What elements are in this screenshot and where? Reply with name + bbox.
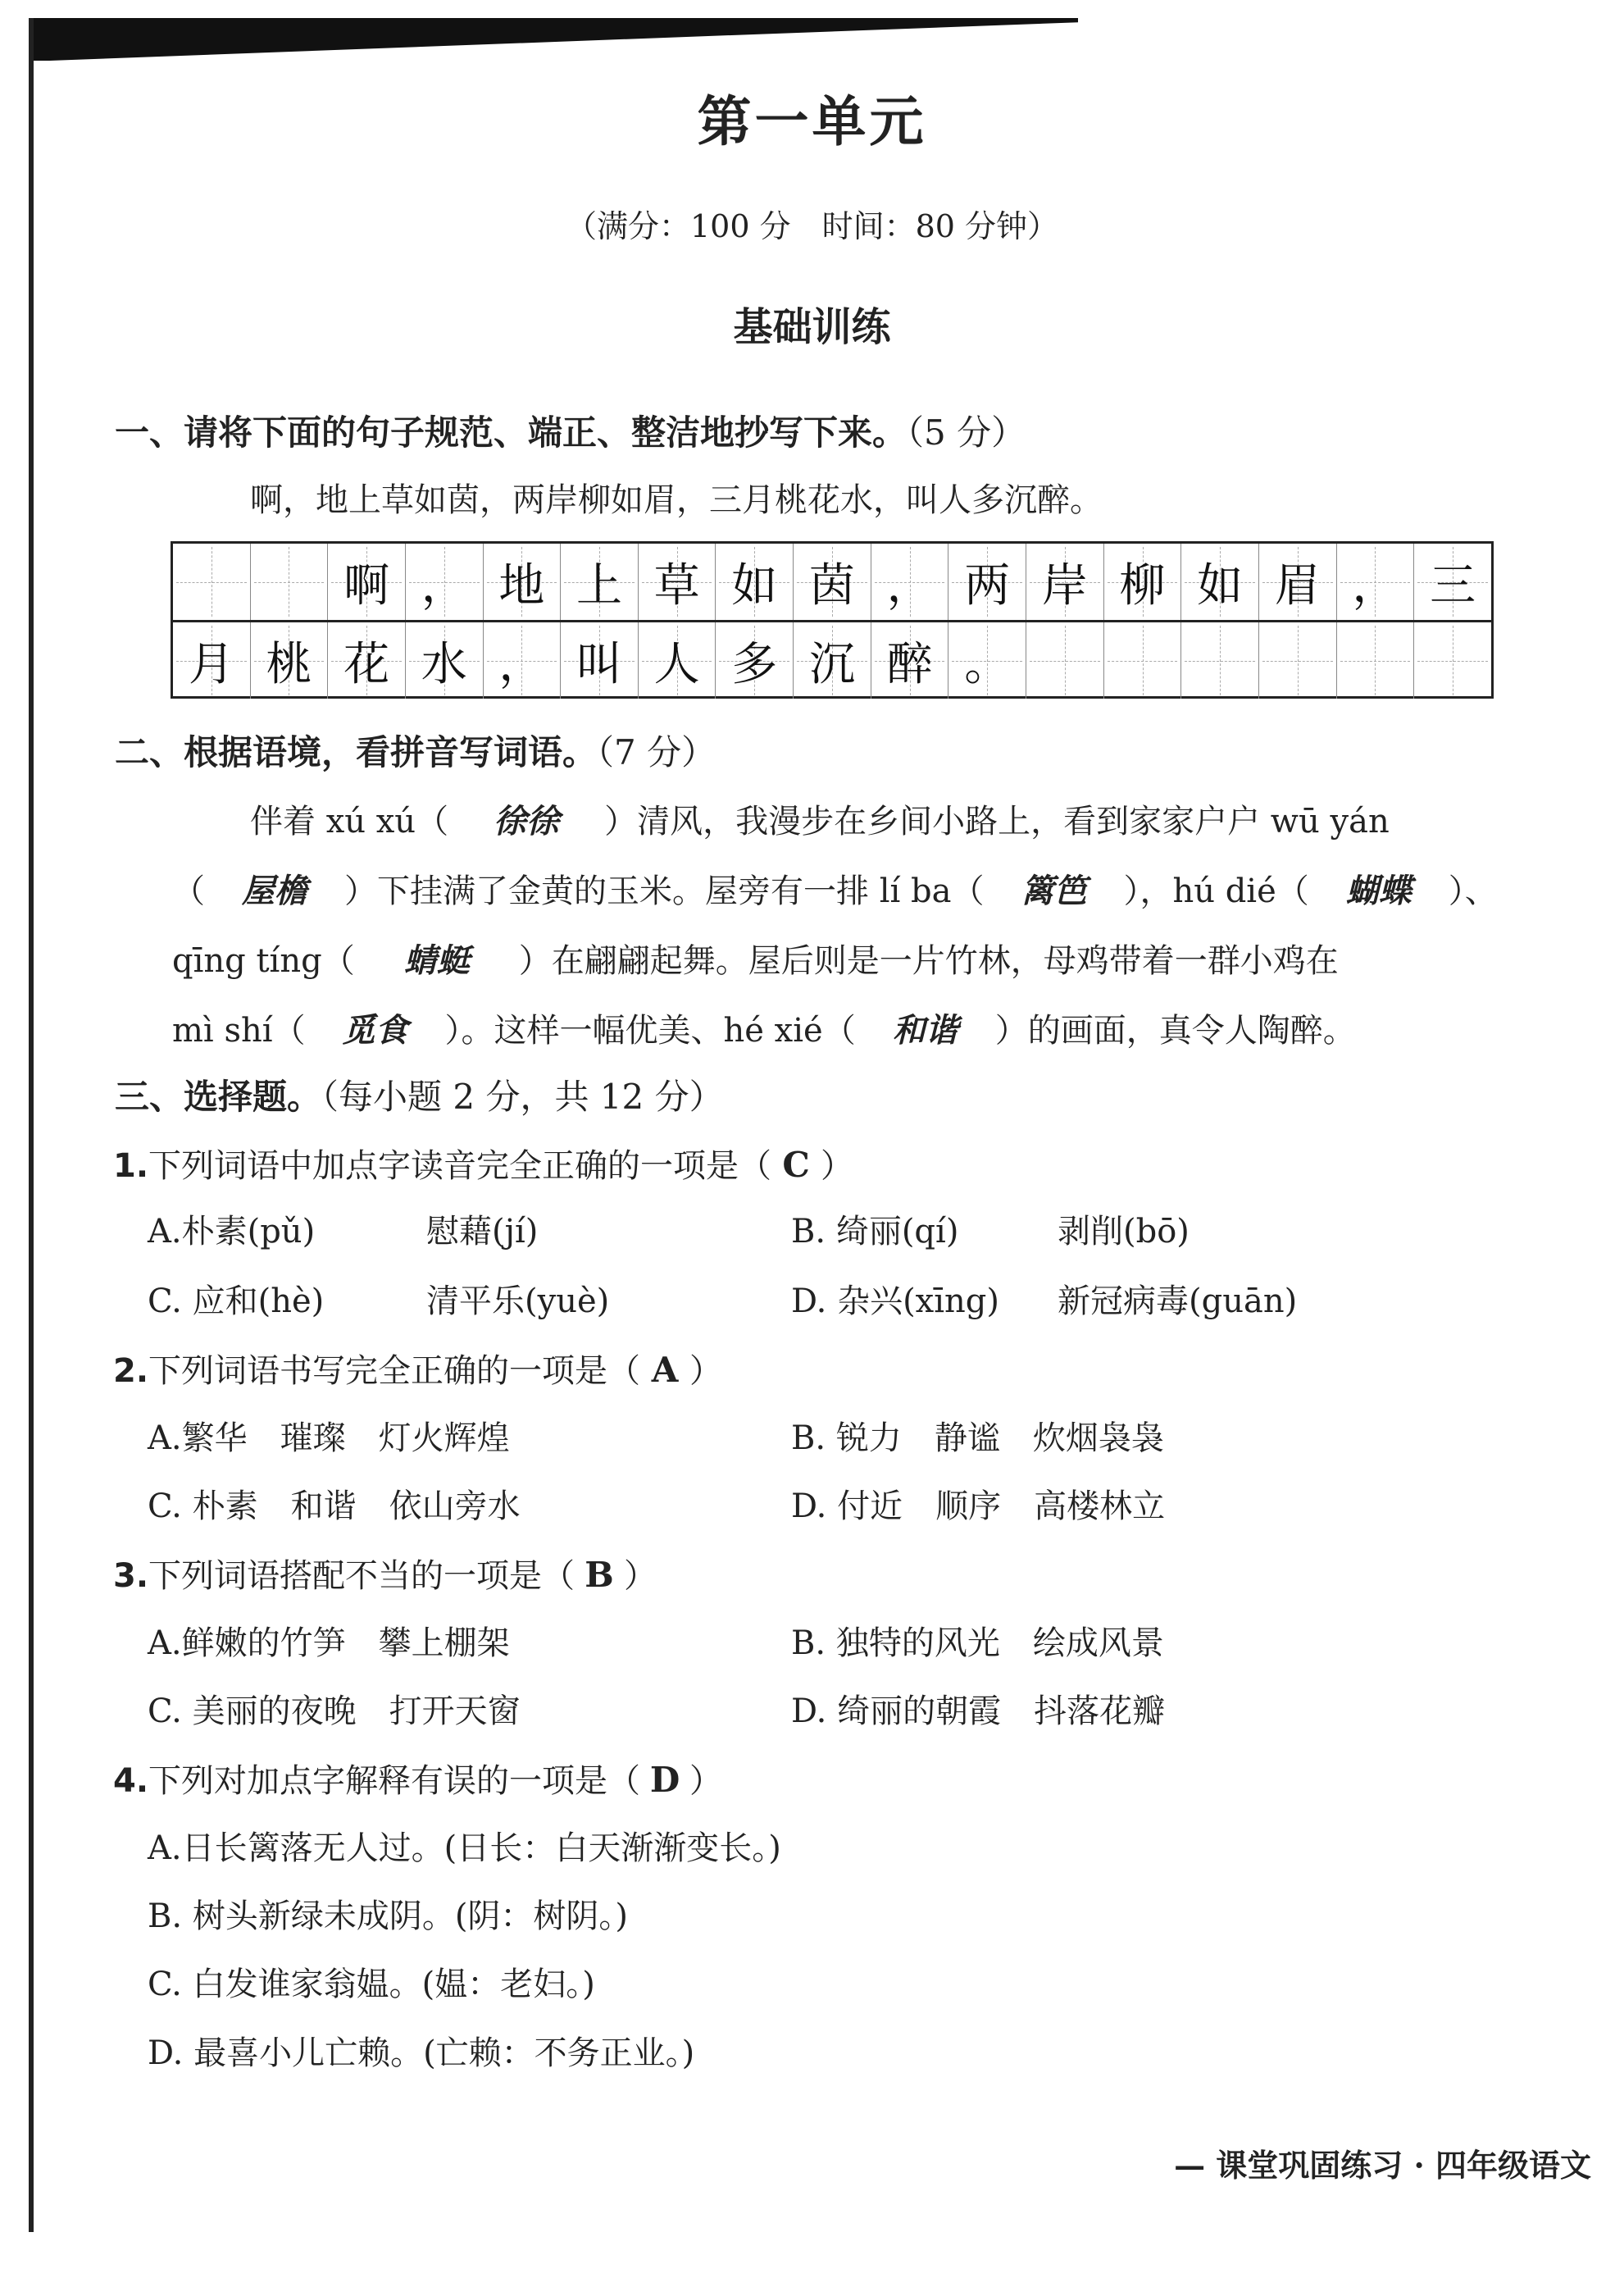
- grid-cell[interactable]: [173, 544, 251, 620]
- grid-char: 眉: [1274, 558, 1321, 613]
- q2-text: ）下挂满了金黄的玉米。屋旁有一排 lí ba（: [344, 872, 985, 910]
- grid-char: ，: [886, 558, 933, 613]
- q3-option-d[interactable]: D. 绮丽的朝霞 抖落花瓣: [791, 1692, 1166, 1730]
- q2-line-1: [250, 795, 1390, 842]
- q2-text: ）。这样一幅优美、hé xié（: [444, 1012, 856, 1050]
- grid-char: ，: [1352, 558, 1399, 613]
- mc-question-1: [113, 1140, 853, 1187]
- grid-cell[interactable]: [1181, 622, 1259, 699]
- option-text: B. 绮丽(qí): [791, 1213, 959, 1250]
- answer-qingting[interactable]: 蜻蜓: [403, 941, 470, 980]
- grid-cell[interactable]: [871, 544, 949, 620]
- q-answer[interactable]: A: [651, 1350, 679, 1390]
- q-close: ）: [821, 1147, 854, 1185]
- option-text: A.朴素(pǔ): [148, 1213, 316, 1250]
- q1-sentence: 啊，地上草如茵，两岸柳如眉，三月桃花水，叫人多沉醉。: [250, 481, 1103, 519]
- grid-cell[interactable]: [328, 622, 406, 699]
- q1-heading: [115, 406, 1026, 455]
- grid-cell[interactable]: [1259, 622, 1337, 699]
- q-answer[interactable]: B: [585, 1555, 614, 1595]
- grid-cell[interactable]: [484, 622, 562, 699]
- q4-option-b[interactable]: B. 树头新绿未成阴。(阴：树阴。): [148, 1897, 629, 1935]
- q1-option-b-2: [1058, 1205, 1190, 1252]
- q2-text: qīng tíng（: [172, 942, 355, 980]
- grid-cell[interactable]: [251, 622, 329, 699]
- answer-mishi[interactable]: 觅食: [342, 1011, 408, 1050]
- grid-cell[interactable]: [716, 622, 794, 699]
- q2-heading-text: 二、根据语境，看拼音写词语。: [115, 732, 598, 772]
- grid-cell[interactable]: [328, 544, 406, 620]
- q-stem: 下列对加点字解释有误的一项是（: [148, 1762, 641, 1800]
- q4-option-d[interactable]: D. 最喜小儿亡赖。(亡赖：不务正业。): [148, 2034, 695, 2072]
- grid-cell[interactable]: [251, 544, 329, 620]
- q1-heading-text: 一、请将下面的句子规范、端正、整洁地抄写下来。: [115, 412, 908, 453]
- q-answer[interactable]: D: [649, 1760, 680, 1800]
- q-stem: 下列词语中加点字读音完全正确的一项是（: [148, 1147, 772, 1185]
- q-number: 1.: [113, 1147, 149, 1185]
- answer-hudie[interactable]: 蝴蝶: [1345, 872, 1412, 910]
- grid-char: 水: [421, 637, 467, 691]
- q2-option-d[interactable]: D. 付近 顺序 高楼林立: [791, 1487, 1166, 1525]
- q3-option-b[interactable]: B. 独特的风光 绘成风景: [791, 1624, 1164, 1662]
- grid-cell[interactable]: [948, 622, 1026, 699]
- q2-line-4: [172, 1004, 1356, 1051]
- q2-text: ）的画面，真令人陶醉。: [994, 1012, 1356, 1050]
- option-text: C. 应和(hè): [148, 1282, 325, 1320]
- q1-option-c[interactable]: [148, 1275, 324, 1322]
- copy-grid[interactable]: [171, 541, 1494, 699]
- grid-char: 草: [653, 558, 700, 613]
- copy-grid-row-1: [173, 544, 1491, 622]
- grid-char: 花: [343, 637, 390, 691]
- q-number: 4.: [113, 1762, 149, 1800]
- copy-grid-row-2: [173, 622, 1491, 699]
- mc-question-4: [113, 1755, 722, 1802]
- grid-char: 啊: [343, 558, 390, 613]
- grid-cell[interactable]: [484, 544, 562, 620]
- q2-option-a[interactable]: A.繁华 璀璨 灯火辉煌: [148, 1419, 510, 1457]
- grid-cell[interactable]: [173, 622, 251, 699]
- section-title: 基础训练: [733, 304, 891, 350]
- grid-cell[interactable]: [1026, 622, 1104, 699]
- grid-cell[interactable]: [1414, 622, 1491, 699]
- q3-heading: [115, 1070, 724, 1119]
- grid-cell[interactable]: [1259, 544, 1337, 620]
- option-text: 剥削(bō): [1058, 1213, 1190, 1250]
- q2-text: 伴着 xú xú（: [250, 803, 449, 840]
- option-text: 清平乐(yuè): [426, 1282, 610, 1320]
- q3-option-a[interactable]: A.鲜嫩的竹笋 攀上棚架: [148, 1624, 510, 1662]
- grid-char: 如: [731, 558, 778, 613]
- grid-cell[interactable]: [871, 622, 949, 699]
- grid-cell[interactable]: [794, 544, 871, 620]
- grid-cell[interactable]: [1104, 544, 1182, 620]
- option-text: 慰藉(jí): [426, 1213, 539, 1250]
- q4-option-a[interactable]: A.日长篱落无人过。(日长：白天渐渐变长。): [148, 1829, 781, 1867]
- grid-char: 醉: [886, 637, 933, 691]
- q1-option-a[interactable]: [148, 1205, 315, 1252]
- grid-cell[interactable]: [561, 622, 639, 699]
- answer-liba[interactable]: 篱笆: [1021, 872, 1087, 910]
- q2-option-c[interactable]: C. 朴素 和谐 依山旁水: [148, 1487, 521, 1525]
- q2-option-b[interactable]: B. 锐力 静谧 炊烟袅袅: [791, 1419, 1164, 1457]
- grid-char: ，: [498, 637, 545, 691]
- q1-option-d-2: [1058, 1275, 1297, 1322]
- q2-heading: [115, 726, 716, 775]
- grid-cell[interactable]: [406, 544, 484, 620]
- q1-option-b[interactable]: [791, 1205, 958, 1252]
- grid-char: 三: [1430, 558, 1476, 613]
- q2-text: ）在翩翩起舞。屋后则是一片竹林，母鸡带着一群小鸡在: [518, 942, 1339, 980]
- grid-cell[interactable]: [639, 622, 716, 699]
- page-title: 第一单元: [697, 89, 927, 153]
- q2-line-2: [172, 865, 1498, 912]
- q2-text: mì shí（: [172, 1012, 306, 1050]
- answer-wuyan[interactable]: 屋檐: [242, 872, 307, 910]
- grid-char: 桃: [266, 637, 312, 691]
- mc-question-3: [113, 1550, 657, 1597]
- q2-text: ）、: [1448, 872, 1498, 910]
- q3-heading-text: 三、选择题。: [115, 1077, 322, 1117]
- grid-char: 月: [188, 637, 234, 691]
- q-close: ）: [624, 1557, 657, 1595]
- q3-points: （每小题 2 分，共 12 分）: [321, 1077, 724, 1117]
- grid-cell[interactable]: [1026, 544, 1104, 620]
- q-close: ）: [689, 1762, 723, 1800]
- q1-option-a-2: [426, 1205, 538, 1252]
- grid-char: 茵: [808, 558, 855, 613]
- answer-hexie[interactable]: 和谐: [892, 1011, 958, 1050]
- top-black-bar: [29, 18, 1078, 61]
- q2-line-3: [172, 935, 1339, 982]
- grid-cell[interactable]: [948, 544, 1026, 620]
- grid-char: 柳: [1119, 558, 1166, 613]
- grid-char: 地: [498, 558, 545, 613]
- grid-char: 上: [576, 558, 623, 613]
- grid-char: 岸: [1041, 558, 1088, 613]
- q-answer[interactable]: C: [782, 1145, 810, 1185]
- q-stem: 下列词语书写完全正确的一项是（: [148, 1352, 641, 1390]
- grid-cell[interactable]: [1337, 544, 1415, 620]
- q1-option-c-2: [426, 1275, 609, 1322]
- grid-cell[interactable]: [561, 544, 639, 620]
- grid-cell[interactable]: [1181, 544, 1259, 620]
- q-number: 3.: [113, 1557, 149, 1595]
- grid-cell[interactable]: [1337, 622, 1415, 699]
- q4-option-c[interactable]: C. 白发谁家翁媪。(媪：老妇。): [148, 1966, 595, 2003]
- q1-option-d[interactable]: [791, 1275, 999, 1322]
- grid-char: ，: [421, 558, 467, 613]
- grid-char: 沉: [808, 637, 855, 691]
- grid-cell[interactable]: [406, 622, 484, 699]
- q3-option-c[interactable]: C. 美丽的夜晚 打开天窗: [148, 1692, 521, 1730]
- q1-points: （5 分）: [907, 412, 1026, 453]
- grid-char: 多: [731, 637, 778, 691]
- grid-cell[interactable]: [794, 622, 871, 699]
- option-text: 新冠病毒(guān): [1058, 1282, 1298, 1320]
- grid-char: 叫: [576, 637, 623, 691]
- grid-char: 。: [964, 637, 1011, 691]
- grid-cell[interactable]: [1104, 622, 1182, 699]
- grid-cell[interactable]: [1414, 544, 1491, 620]
- q2-text: ），hú dié（: [1123, 872, 1309, 910]
- q-stem: 下列词语搭配不当的一项是（: [148, 1557, 575, 1595]
- q2-points: （7 分）: [597, 732, 716, 772]
- q-close: ）: [689, 1352, 723, 1390]
- grid-cell[interactable]: [716, 544, 794, 620]
- q2-text: （: [172, 872, 205, 910]
- page-footer: — 课堂巩固练习 · 四年级语文: [1174, 2147, 1591, 2184]
- grid-cell[interactable]: [639, 544, 716, 620]
- grid-char: 人: [653, 637, 700, 691]
- q2-text: ）清风，我漫步在乡间小路上，看到家家户户 wū yán: [604, 803, 1390, 840]
- answer-xuxu[interactable]: 徐徐: [494, 802, 560, 840]
- option-text: D. 杂兴(xīng): [791, 1282, 1000, 1320]
- mc-question-2: [113, 1345, 722, 1392]
- q-number: 2.: [113, 1352, 149, 1390]
- grid-char: 两: [964, 558, 1011, 613]
- grid-char: 如: [1197, 558, 1244, 613]
- page-subtitle: （满分：100 分 时间：80 分钟）: [565, 208, 1059, 244]
